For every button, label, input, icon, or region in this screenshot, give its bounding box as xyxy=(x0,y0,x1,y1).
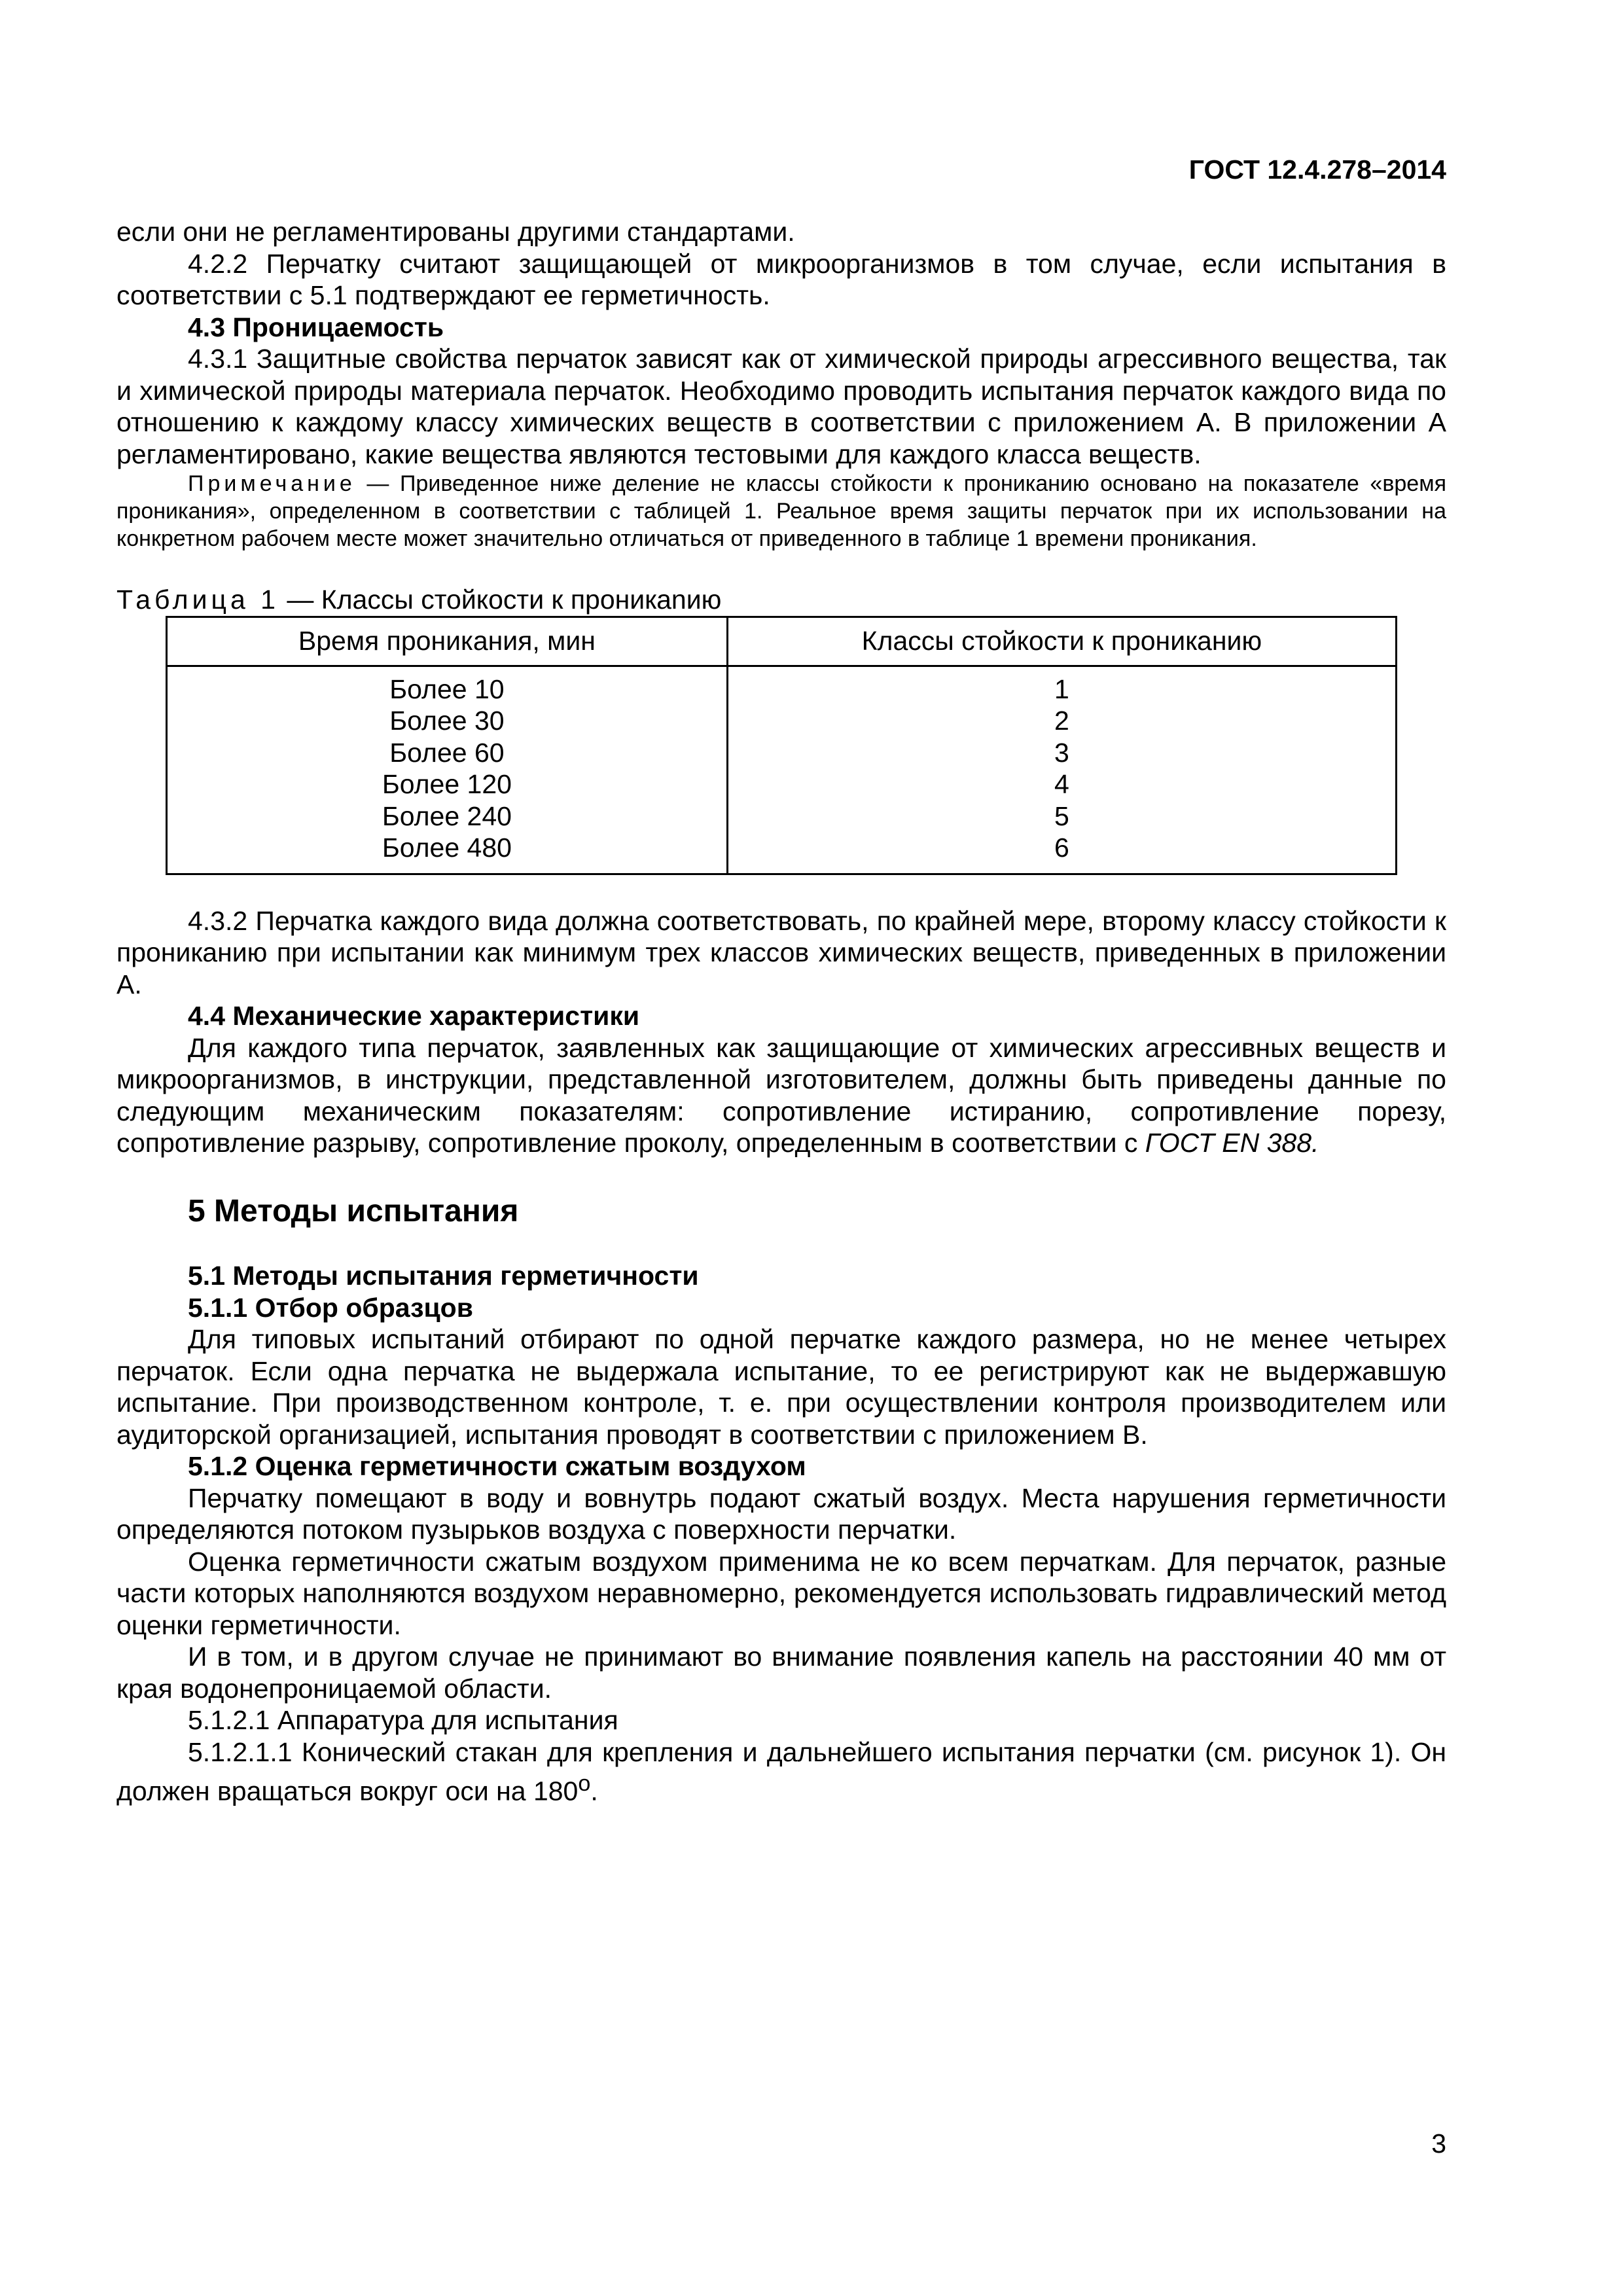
table-cell: Более 10 xyxy=(167,666,728,705)
table-cell: 2 xyxy=(727,705,1396,737)
paragraph-5-1-2-a: Перчатку помещают в воду и вовнутрь подают сжатый воздух. Места нарушения герметичности определяются потоком пузырьков воздуха с поверхности перчатки. xyxy=(116,1482,1446,1545)
paragraph-4-3-1: 4.3.1 Защитные свойства перчаток зависят как от химической природы агрессивного вещества, так и химической природы материала перчаток. Необходимо проводить испытания перчаток каждого вида по отношению к каждому классу химических веществ в соответствии с приложением А. В приложении А регламентировано, какие вещества являются тестовыми для каждого класса веществ. xyxy=(116,344,1446,469)
table-header-cell: Время проникания, мин xyxy=(167,617,728,666)
note xyxy=(116,470,1446,552)
table-cell: 5 xyxy=(727,800,1396,833)
table-row xyxy=(167,768,1397,800)
paragraph-text: Для каждого типа перчаток, заявленных как защищающие от химических агрессивных веществ и микроорганизмов, в инструкции, представленной изготовителем, должны быть приведены данные по следующим механическим показателям: сопротивление истиранию, сопротивление порезу, сопротивление разрыву, сопротивление проколу, определенным в соответствии с xyxy=(116,1032,1446,1158)
table-header-cell: Классы стойкости к проникaнию xyxy=(727,617,1396,666)
table-cell: 4 xyxy=(727,768,1396,800)
standard-reference: ГОСТ EN 388. xyxy=(1145,1128,1319,1158)
paragraph-4-4 xyxy=(116,1032,1446,1159)
resistance-classes-table xyxy=(166,616,1397,875)
table-row xyxy=(167,800,1397,833)
heading-4-3: 4.3 Проницаемость xyxy=(188,312,444,342)
heading-5-1: 5.1 Методы испытания герметичности xyxy=(188,1261,699,1291)
paragraph-end: . xyxy=(590,1776,598,1806)
paragraph-5-1-2-1-1 xyxy=(116,1736,1446,1808)
table-row xyxy=(167,666,1397,705)
table-caption-label: Таблица 1 xyxy=(116,584,279,615)
paragraph-4-2-2: 4.2.2 Перчатку считают защищающей от микроорганизмов в том случае, если испытания в соответствии с 5.1 подтверждают ее герметичность. xyxy=(116,248,1446,310)
paragraph-5-1-2-c: И в том, и в другом случае не принимают во внимание появления капель на расстоянии 40 мм от края водонепроницаемой области. xyxy=(116,1641,1446,1704)
table-row xyxy=(167,832,1397,874)
table-caption xyxy=(116,584,1446,616)
paragraph: если они не регламентированы другими стандартами. xyxy=(116,217,795,247)
table-caption-text: — Классы стойкости к проникanию xyxy=(279,584,722,615)
paragraph-4-3-2: 4.3.2 Перчатка каждого вида должна соответствовать, по крайней мере, второму классу стойкости к проникaнию при испытании как минимум трех классов химических веществ, приведенных в приложении А. xyxy=(116,905,1446,999)
document-body xyxy=(116,216,1446,1807)
paragraph-text: 5.1.2.1.1 Конический стакан для крепления и дальнейшего испытания перчатки (см. рисунок 1). Он должен вращаться вокруг оси на 180 xyxy=(116,1736,1446,1806)
table-cell: 6 xyxy=(727,832,1396,874)
table-cell: Более 120 xyxy=(167,768,728,800)
document-header-id: ГОСТ 12.4.278–2014 xyxy=(1188,154,1446,185)
note-text: — Приведенное ниже деление не классы стойкости к прониканию основано на показателе «время проникания», определенном в соответствии с таблицей 1. Реальное время защиты перчаток при их использовании на конкретном рабочем месте может значительно отличаться от приведенного в таблице 1 времени проникания. xyxy=(116,471,1446,551)
heading-5-1-1: 5.1.1 Отбор образцов xyxy=(188,1292,473,1323)
note-label: Примечание xyxy=(188,471,356,496)
table-cell: Более 30 xyxy=(167,705,728,737)
table-row xyxy=(167,705,1397,737)
degree-superscript: о xyxy=(578,1771,591,1796)
table-cell: Более 60 xyxy=(167,737,728,769)
table-header-row xyxy=(167,617,1397,666)
table-row xyxy=(167,737,1397,769)
paragraph-5-1-1: Для типовых испытаний отбирают по одной перчатке каждого размера, но не менее четырех перчаток. Если одна перчатка не выдержала испытание, то ее регистрируют как не выдержавшую испытание. При производственном контроле, т. е. при осуществлении контроля производителем или аудиторской организацией, испытания проводят в соответствии с приложением В. xyxy=(116,1324,1446,1450)
paragraph-5-1-2-1: 5.1.2.1 Аппаратура для испытания xyxy=(188,1705,618,1735)
page-number: 3 xyxy=(1431,2128,1446,2159)
table-cell: Более 240 xyxy=(167,800,728,833)
table-cell: 1 xyxy=(727,666,1396,705)
heading-4-4: 4.4 Механические характеристики xyxy=(188,1001,640,1031)
section-5-title: 5 Методы испытания xyxy=(188,1193,519,1229)
table-cell: 3 xyxy=(727,737,1396,769)
table-cell: Более 480 xyxy=(167,832,728,874)
paragraph-5-1-2-b: Оценка герметичности сжатым воздухом применима не ко всем перчаткам. Для перчаток, разные части которых наполняются воздухом неравномерно, рекомендуется использовать гидравлический метод оценки герметичности. xyxy=(116,1546,1446,1640)
heading-5-1-2: 5.1.2 Оценка герметичности сжатым воздухом xyxy=(188,1451,806,1481)
